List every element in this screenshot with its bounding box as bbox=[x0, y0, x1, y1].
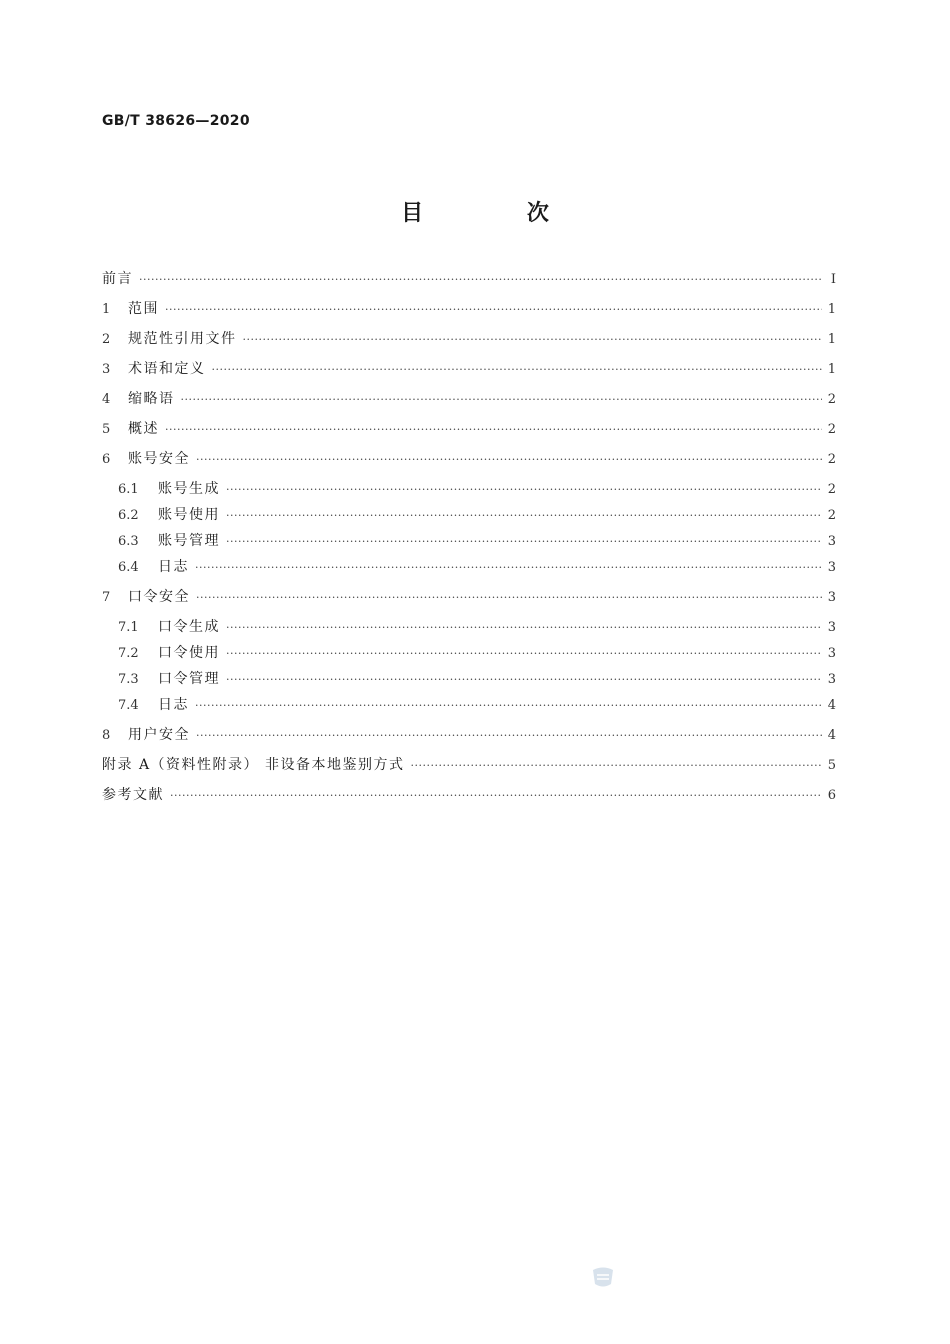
toc-entry bbox=[102, 450, 836, 469]
toc-entry bbox=[102, 506, 836, 525]
toc-entry-number: 7 bbox=[102, 590, 111, 605]
toc-entry-label: 概述 bbox=[128, 421, 159, 437]
toc-leader-dots bbox=[196, 451, 822, 469]
toc-entry bbox=[102, 786, 836, 805]
toc-entry bbox=[102, 532, 836, 551]
toc-entry-number: 6.2 bbox=[118, 508, 139, 523]
toc-entry-number: 7.2 bbox=[118, 646, 139, 661]
toc-entry-number: 4 bbox=[102, 392, 111, 407]
toc-leader-dots bbox=[196, 589, 822, 607]
toc-entry-label: 口令使用 bbox=[158, 645, 220, 661]
toc-entry-label: 参考文献 bbox=[102, 787, 164, 803]
toc-entry-label: 口令生成 bbox=[158, 619, 220, 635]
toc-entry-page: 3 bbox=[827, 672, 836, 687]
toc-leader-dots bbox=[195, 559, 822, 577]
toc-entry-page: 2 bbox=[827, 508, 836, 523]
toc-entry bbox=[102, 696, 836, 715]
toc-title: 目 次 bbox=[401, 201, 597, 226]
toc-entry-page: 3 bbox=[827, 560, 836, 575]
toc-leader-dots bbox=[165, 301, 822, 319]
toc-leader-dots bbox=[165, 421, 822, 439]
toc-leader-dots bbox=[411, 757, 822, 775]
toc-entry-number: 6.4 bbox=[118, 560, 139, 575]
toc-entry-number: 8 bbox=[102, 728, 111, 743]
toc-entry-number: 5 bbox=[102, 422, 111, 437]
toc-entry-page: I bbox=[830, 272, 836, 287]
toc-entry-page: 3 bbox=[827, 620, 836, 635]
toc-leader-dots bbox=[212, 361, 822, 379]
standard-number: GB/T 38626—2020 bbox=[102, 113, 250, 129]
toc-entry-page: 3 bbox=[827, 534, 836, 549]
toc-entry-page: 4 bbox=[827, 698, 836, 713]
toc-entry-page: 5 bbox=[827, 758, 836, 773]
toc-entry-page: 2 bbox=[827, 422, 836, 437]
toc-entry-label: 前言 bbox=[102, 271, 133, 287]
sac-logo-icon bbox=[590, 1266, 616, 1288]
toc-entry bbox=[102, 420, 836, 439]
toc-entry-number: 6 bbox=[102, 452, 111, 467]
toc-entry-number: 1 bbox=[102, 302, 111, 317]
toc-entry-label: 口令安全 bbox=[128, 589, 190, 605]
toc-entry-label: 范围 bbox=[128, 301, 159, 317]
toc-leader-dots bbox=[226, 619, 822, 637]
toc-entry bbox=[102, 300, 836, 319]
toc-leader-dots bbox=[195, 697, 822, 715]
toc-entry-number: 6.3 bbox=[118, 534, 139, 549]
toc-entry bbox=[102, 756, 836, 775]
toc-entry bbox=[102, 330, 836, 349]
toc-entry bbox=[102, 644, 836, 663]
toc-entry bbox=[102, 480, 836, 499]
toc-entry-label: 日志 bbox=[158, 559, 189, 575]
toc-entry-number: 6.1 bbox=[118, 482, 139, 497]
toc-entry-number: 7.1 bbox=[118, 620, 139, 635]
toc-entry-page: 3 bbox=[827, 646, 836, 661]
toc-entry bbox=[102, 726, 836, 745]
toc-entry-page: 4 bbox=[827, 728, 836, 743]
toc-entry-label: 账号安全 bbox=[128, 451, 190, 467]
toc-entry bbox=[102, 618, 836, 637]
toc-entry-label: 账号使用 bbox=[158, 507, 220, 523]
toc-leader-dots bbox=[226, 481, 822, 499]
toc-entry bbox=[102, 670, 836, 689]
toc-leader-dots bbox=[139, 271, 822, 289]
toc-entry-label: 日志 bbox=[158, 697, 189, 713]
toc-entry bbox=[102, 588, 836, 607]
toc-leader-dots bbox=[196, 727, 822, 745]
toc-entry-label: 缩略语 bbox=[128, 391, 175, 407]
toc-leader-dots bbox=[226, 507, 822, 525]
toc-entry bbox=[102, 558, 836, 577]
toc-entry bbox=[102, 390, 836, 409]
toc-leader-dots bbox=[243, 331, 822, 349]
toc-entry-number: 7.3 bbox=[118, 672, 139, 687]
toc-leader-dots bbox=[226, 671, 822, 689]
toc-entry bbox=[102, 270, 836, 289]
toc-entry-label: 口令管理 bbox=[158, 671, 220, 687]
toc-entry-page: 3 bbox=[827, 590, 836, 605]
toc-entry-page: 2 bbox=[827, 392, 836, 407]
toc-entry-page: 1 bbox=[827, 302, 836, 317]
toc-entry-page: 2 bbox=[827, 482, 836, 497]
toc-entry-page: 1 bbox=[827, 362, 836, 377]
toc-entry-label: 规范性引用文件 bbox=[128, 331, 237, 347]
toc-entry-number: 7.4 bbox=[118, 698, 139, 713]
toc-leader-dots bbox=[226, 533, 822, 551]
toc-entry-label: 术语和定义 bbox=[128, 361, 206, 377]
toc-entry-number: 2 bbox=[102, 332, 111, 347]
toc-entry-label: 用户安全 bbox=[128, 727, 190, 743]
toc-entry-page: 2 bbox=[827, 452, 836, 467]
toc-entry-page: 1 bbox=[827, 332, 836, 347]
toc-entry-label: 账号生成 bbox=[158, 481, 220, 497]
toc-entry-label: 账号管理 bbox=[158, 533, 220, 549]
toc-entry-page: 6 bbox=[827, 788, 836, 803]
toc-leader-dots bbox=[181, 391, 822, 409]
toc-entry-label: 附录 A（资料性附录） 非设备本地鉴别方式 bbox=[102, 757, 405, 773]
toc-leader-dots bbox=[170, 787, 822, 805]
toc-entry bbox=[102, 360, 836, 379]
toc-entry-number: 3 bbox=[102, 362, 111, 377]
table-of-contents bbox=[102, 270, 836, 805]
toc-leader-dots bbox=[226, 645, 822, 663]
